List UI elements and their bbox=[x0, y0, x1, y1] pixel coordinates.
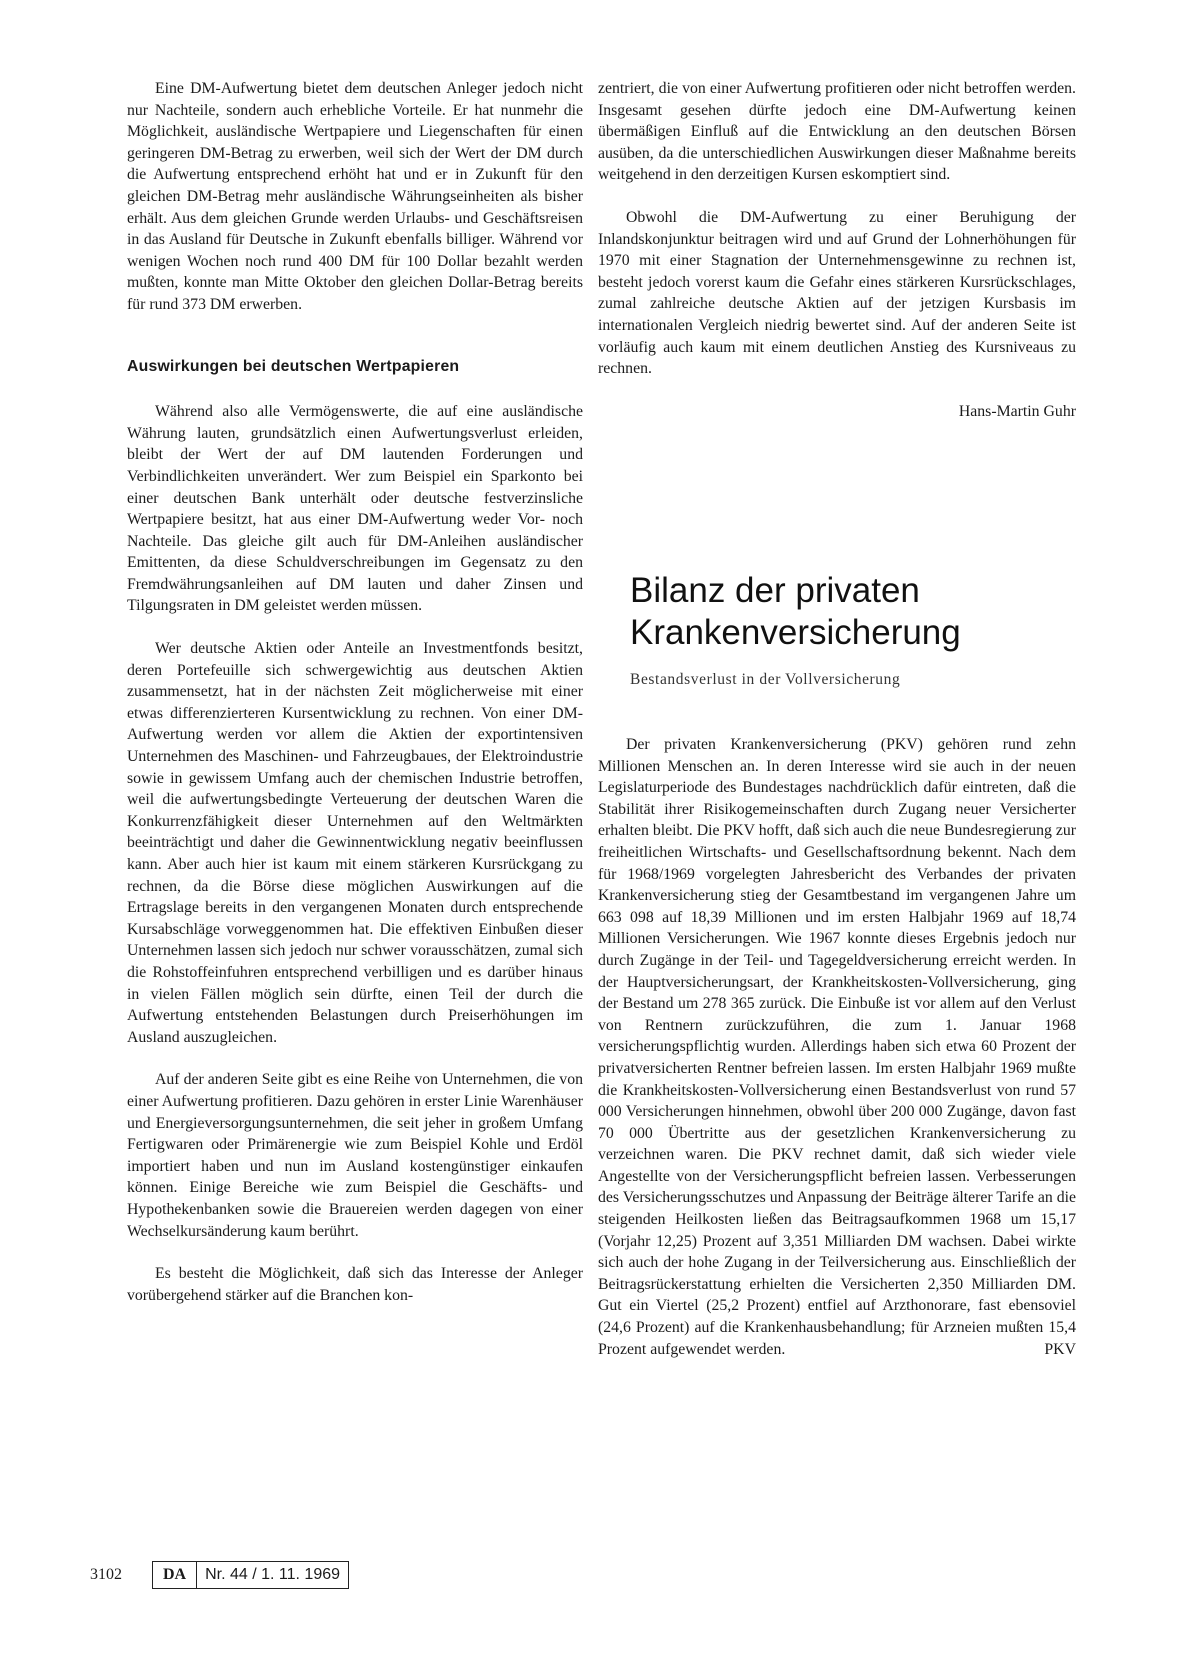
paragraph bbox=[598, 734, 1076, 1360]
issue-info: Nr. 44 / 1. 11. 1969 bbox=[196, 1561, 349, 1589]
article-headline: Bilanz der privaten Krankenversicherung bbox=[630, 571, 961, 652]
paragraph: Es besteht die Möglichkeit, daß sich das Interesse der Anleger vorübergehend stärker auf die Branchen kon- bbox=[127, 1265, 583, 1304]
right-column-top bbox=[598, 78, 1076, 422]
right-column-bottom bbox=[598, 734, 1076, 1360]
paragraph: Auf der anderen Seite gibt es eine Reihe von Unternehmen, die von einer Aufwertung profitieren. Dazu gehören in erster Linie Warenhäuser und Energieversorgungsunternehmen, die seit jeher in großem Umfang Fertigwaren oder Primärenergie wie zum Beispiel Kohle und Erdöl importiert haben und nun im Ausland kostengünstiger einkaufen können. Einige Bereiche wie zum Beispiel die Geschäfts- und Hypothekenbanken sowie die Brauereien werden dagegen von einer Wechselkursänderung kaum berührt. bbox=[127, 1071, 583, 1240]
paragraph: Während also alle Vermögenswerte, die auf eine ausländische Währung lauten, grundsätzlich einen Aufwertungsverlust erleiden, bleibt der Wert der auf DM lautenden Forderungen und Verbindlichkeiten unverändert. Wer zum Beispiel ein Sparkonto bei einer deutschen Bank unterhält oder deutsche festverzinsliche Wertpapiere besitzt, hat aus einer DM-Aufwertung weder Vor- noch Nachteile. Das gleiche gilt auch für DM-Anleihen ausländischer Emittenten, da diese Schuldverschreibungen im Gegensatz zu den Fremdwährungsanleihen auf DM lauten und daher Zinsen und Tilgungsraten in DM geleistet werden müssen. bbox=[127, 403, 583, 615]
author-signature: PKV bbox=[1044, 1340, 1076, 1358]
publication-logo: DA bbox=[152, 1561, 196, 1589]
article-subheading: Bestandsverlust in der Vollversicherung bbox=[630, 671, 901, 688]
page-footer bbox=[90, 1560, 349, 1590]
left-column bbox=[127, 78, 583, 1306]
article-body: Der privaten Krankenversicherung (PKV) gehören rund zehn Millionen Menschen an. In deren Interesse wird sie auch in der neuen Legislaturperiode des Bundestages nachdrücklich dafür eintreten, daß die Stabilität ihrer Risikogemeinschaften durch Zugang neuer Versicherter erhalten bleibt. Die PKV hofft, daß sich auch die neue Bundesregierung zur freiheitlichen Wirtschafts- und Gesellschaftsordnung bekennt. Nach dem für 1968/1969 vorgelegten Jahresbericht des Verbandes der privaten Krankenversicherung stieg der Gesamtbestand im vergangenen Jahre um 663 098 auf 18,39 Millionen und im ersten Halbjahr 1969 auf 18,74 Millionen Versicherungen. Wie 1967 konnte dieses Ergebnis jedoch nur durch Zugänge in der Teil- und Tagegeldversicherung erreicht werden. In der Hauptversicherungsart, der Krankheitskosten-Vollversicherung, ging der Bestand um 278 365 zurück. Die Einbuße ist vor allem auf den Verlust von Rentnern zurückzuführen, die zum 1. Januar 1968 versicherungspflichtig wurden. Allerdings haben sich etwa 60 Prozent der privatversicherten Rentner befreien lassen. Im ersten Halbjahr 1969 mußte die Krankheitskosten-Vollversicherung einen Bestandsverlust von rund 57 000 Versicherungen hinnehmen, obwohl über 200 000 Zugänge, davon fast 70 000 Übertritte aus der gesetzlichen Krankenversicherung zu verzeichnen waren. Die PKV rechnet damit, daß sich wieder viele Angestellte von der Versicherungspflicht befreien lassen. Verbesserungen des Versicherungsschutzes und Anpassung der Beiträge älterer Tarife an die steigenden Heilkosten ließen das Beitragsaufkommen 1968 um 15,17 (Vorjahr 12,25) Prozent auf 3,351 Milliarden DM wachsen. Dabei wirkte sich auch der hohe Zugang in der Teilversicherung aus. Einschließlich der Beitragsrückerstattung erhielten die Versicherten 2,350 Milliarden DM. Gut ein Viertel (25,2 Prozent) entfiel auf Arzthonorare, fast ebensoviel (24,6 Prozent) auf die Krankenhausbehandlung; für Arzneien mußten 15,4 Prozent aufgewendet werden. bbox=[598, 736, 1077, 1358]
page-number: 3102 bbox=[90, 1566, 122, 1583]
section-heading: Auswirkungen bei deutschen Wertpapieren bbox=[127, 357, 460, 375]
paragraph: Wer deutsche Aktien oder Anteile an Investmentfonds besitzt, deren Portefeuille sich schwergewichtig aus deutschen Aktien zusammensetzt, hat in der nächsten Zeit möglicherweise mit einer etwas differenzierteren Kursentwicklung zu rechnen. Von einer DM-Aufwertung werden vor allem die Aktien der exportintensiven Unternehmen des Maschinen- und Fahrzeugbaues, der Elektroindustrie sowie in gewissem Umfang auch der chemischen Industrie betroffen, weil die aufwertungsbedingte Verteuerung der deutschen Waren die Konkurrenzfähigkeit dieser Unternehmen auf den Weltmärkten beeinträchtigt und daher die Gewinnentwicklung negativ beeinflussen kann. Aber auch hier ist kaum mit einem stärkeren Kursrückgang zu rechnen, da die Börse diese möglichen Auswirkungen auf die Ertragslage bereits in den vergangenen Monaten durch entsprechende Kursabschläge vorweggenommen hat. Die effektiven Einbußen dieser Unternehmen lassen sich jedoch nur schwer vorausschätzen, zumal sich die Rohstoffeinfuhren entsprechend verbilligen und es darüber hinaus in vielen Fällen möglich sein dürfte, einen Teil der durch die Aufwertung entstehenden Belastungen durch Preiserhöhungen im Ausland auszugleichen. bbox=[127, 640, 583, 1046]
paragraph: Eine DM-Aufwertung bietet dem deutschen Anleger jedoch nicht nur Nachteile, sondern auch erhebliche Vorteile. Er hat nunmehr die Möglichkeit, ausländische Wertpapiere und Liegenschaften für einen geringeren DM-Betrag zu erwerben, weil sich der Wert der DM durch die Aufwertung entsprechend erhöht hat und er in Zukunft für den gleichen DM-Betrag mehr ausländische Währungseinheiten als bisher erhält. Aus dem gleichen Grunde werden Urlaubs- und Geschäftsreisen in das Ausland für Deutsche in Zukunft ebenfalls billiger. Während vor wenigen Wochen noch rund 400 DM für 100 Dollar bezahlt werden mußten, konnte man Mitte Oktober den gleichen Dollar-Betrag bereits für rund 373 DM erwerben. bbox=[127, 80, 583, 313]
paragraph: zentriert, die von einer Aufwertung profitieren oder nicht betroffen werden. Insgesamt gesehen dürfte jedoch eine DM-Aufwertung keinen übermäßigen Einfluß auf die Entwicklung an den deutschen Börsen ausüben, da die unterschiedlichen Auswirkungen dieser Maßnahme bereits weitgehend in den derzeitigen Kursen eskomptiert sind. bbox=[598, 80, 1076, 184]
author-signature: Hans-Martin Guhr bbox=[958, 402, 1076, 420]
paragraph: Obwohl die DM-Aufwertung zu einer Beruhigung der Inlandskonjunktur beitragen wird und auf Grund der Lohnerhöhungen für 1970 mit einer Stagnation der Unternehmensgewinne zu rechnen ist, besteht jedoch vorerst kaum die Gefahr eines stärkeren Kursrückschlages, zumal zahlreiche deutsche Aktien auf der jetzigen Kursbasis im internationalen Vergleich niedrig bewertet sind. Auf der anderen Seite ist vorläufig auch kaum mit einem deutlichen Anstieg des Kursniveaus zu rechnen. bbox=[598, 208, 1076, 378]
